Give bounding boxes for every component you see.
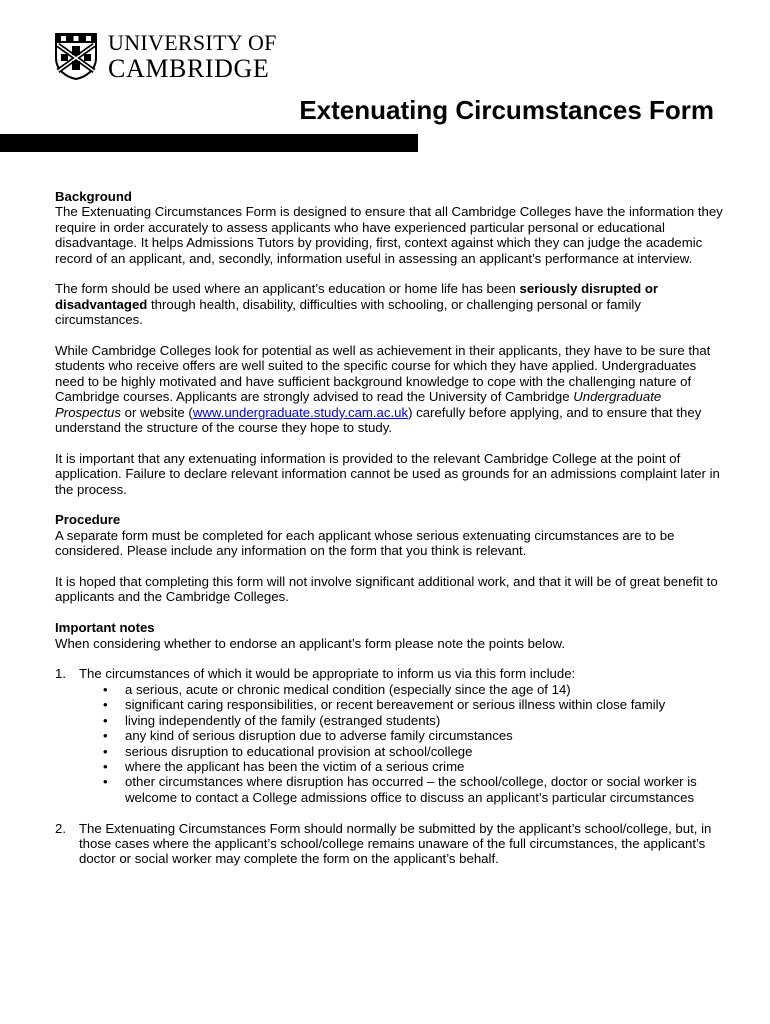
bullet-icon: • — [103, 743, 108, 759]
bullet-item — [79, 713, 723, 728]
university-name-line1: UNIVERSITY OF — [108, 30, 277, 55]
p2-text-end: through health, disability, difficulties with schooling, or challenging personal or family circumstances. — [55, 296, 641, 328]
list-item — [55, 821, 723, 867]
background-paragraph-1: The Extenuating Circumstances Form is designed to ensure that all Cambridge Colleges have the information they require in order accurately to assess applicants who have experienced particular personal or educational disadvantage. It helps Admissions Tutors by providing, first, context against which they can judge the academic record of an applicant, and, secondly, information useful in assessing an applicant’s performance at interview. — [55, 204, 723, 266]
list-item-text: The circumstances of which it would be appropriate to inform us via this form include: — [79, 666, 576, 682]
page-title: Extenuating Circumstances Form — [299, 95, 714, 125]
title-divider-bar — [0, 134, 418, 152]
list-item — [55, 666, 723, 805]
bullet-item — [79, 728, 723, 743]
university-header — [54, 32, 277, 82]
university-wordmark — [108, 32, 277, 82]
prospectus-title: Undergraduate Prospectus — [55, 389, 662, 420]
important-notes-intro: When considering whether to endorse an applicant’s form please note the points below. — [55, 635, 565, 651]
p3-text-end: ) carefully before applying, and to ensure that they understand the structure of the course they hope to study. — [55, 404, 702, 436]
important-notes-list — [55, 666, 723, 866]
bullet-item — [79, 744, 723, 759]
bullet-icon: • — [103, 681, 108, 697]
bullet-item — [79, 682, 723, 697]
background-paragraph-3 — [55, 343, 723, 435]
university-name-line2: CAMBRIDGE — [108, 54, 270, 83]
background-section — [55, 189, 723, 266]
document-body — [55, 189, 723, 882]
undergraduate-website-link[interactable]: www.undergraduate.study.cam.ac.uk — [192, 404, 409, 420]
important-notes-section — [55, 620, 723, 651]
background-paragraph-2 — [55, 281, 723, 327]
bullet-item — [79, 774, 723, 805]
bullet-text: a serious, acute or chronic medical condition (especially since the age of 14) — [125, 681, 571, 697]
list-item-number: 2. — [55, 820, 66, 836]
background-paragraph-4: It is important that any extenuating information is provided to the relevant Cambridge College at the point of application. Failure to declare relevant information cannot be used as grounds for an admissions complaint later in the process. — [55, 450, 720, 497]
p3-text-mid: or website ( — [120, 404, 193, 420]
bullet-icon: • — [103, 697, 108, 713]
list-item-number: 1. — [55, 666, 66, 682]
bullet-text: significant caring responsibilities, or recent bereavement or serious illness within close family — [125, 697, 666, 713]
important-notes-heading: Important notes — [55, 620, 155, 636]
background-heading: Background — [55, 189, 132, 204]
procedure-section — [55, 512, 723, 558]
bullet-text: living independently of the family (estranged students) — [125, 712, 441, 728]
bullet-item — [79, 759, 723, 774]
bullet-icon: • — [103, 712, 108, 728]
p2-emphasis: seriously disrupted or disadvantaged — [55, 281, 659, 312]
procedure-paragraph-1: A separate form must be completed for each applicant whose serious extenuating circumstances are to be considered. Please include any information on the form that you think is relevant. — [55, 527, 675, 559]
circumstances-bullet-list — [79, 682, 723, 805]
bullet-icon: • — [103, 774, 108, 790]
list-item-text: The Extenuating Circumstances Form should normally be submitted by the applicant’s school/college, but, in those cases where the applicant’s school/college remains unaware of the full circumstances, the applicant’s doctor or social worker may complete the form on the applicant’s behalf. — [79, 820, 712, 867]
university-crest-icon — [54, 32, 98, 80]
p3-text-start: While Cambridge Colleges look for potential as well as achievement in their applicants, they have to be sure that students who receive offers are well suited to the specific course for which they have applied. Undergraduates need to be highly motivated and have sufficient background knowledge to cope with the challenging nature of Cambridge courses. Applicants are strongly advised to read the University of Cambridge — [55, 343, 711, 405]
bullet-text: where the applicant has been the victim of a serious crime — [125, 758, 465, 774]
procedure-heading: Procedure — [55, 512, 121, 528]
bullet-icon: • — [103, 758, 108, 774]
bullet-text: any kind of serious disruption due to adverse family circumstances — [125, 728, 513, 744]
p2-text-start: The form should be used where an applicant’s education or home life has been — [55, 281, 520, 297]
procedure-paragraph-2: It is hoped that completing this form will not involve significant additional work, and that it will be of great benefit to applicants and the Cambridge Colleges. — [55, 574, 718, 605]
bullet-icon: • — [103, 728, 108, 744]
bullet-text: serious disruption to educational provision at school/college — [125, 743, 473, 759]
bullet-text: other circumstances where disruption has occurred – the school/college, doctor or social worker is welcome to contact a College admissions office to discuss an applicant’s particular circumstances — [125, 774, 697, 805]
bullet-item — [79, 697, 723, 712]
